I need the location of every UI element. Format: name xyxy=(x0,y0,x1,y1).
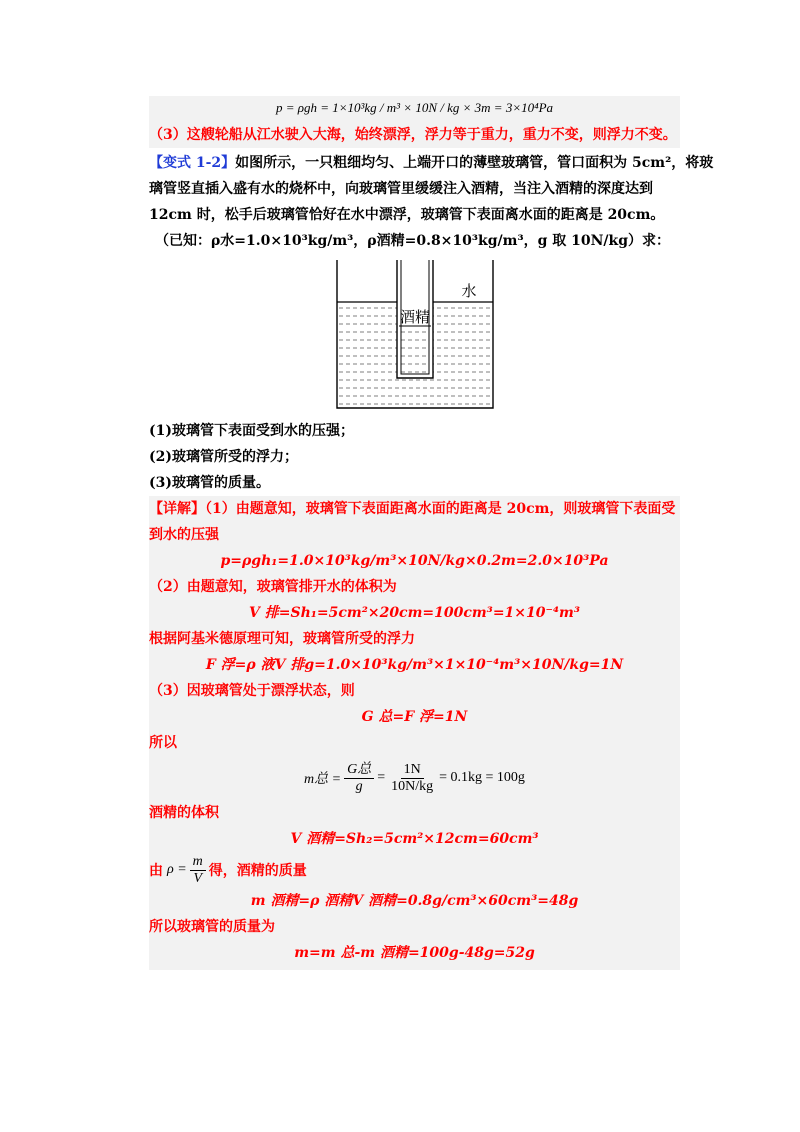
solution-text-3: 根据阿基米德原理可知，玻璃管所受的浮力 xyxy=(149,631,415,647)
solution-text-8: 所以玻璃管的质量为 xyxy=(149,919,275,935)
formula-mass-total: m总 = $\frac{\text{G总}}{g}$ = $\frac{1N}{10N/kg}$ = 0.1kg = 100g xyxy=(304,761,525,794)
solution-text-2: （2）由题意知，玻璃管排开水的体积为 xyxy=(149,579,397,595)
solution-text-1a: 【详解】（1）由题意知，玻璃管下表面距离水面的距离是 20cm，则玻璃管下表面受 xyxy=(149,501,676,517)
solution-block xyxy=(149,496,680,970)
label-alcohol: 酒精 xyxy=(399,308,430,326)
question-item: (3)玻璃管的质量。 xyxy=(149,475,270,491)
problem-line-3: 12cm 时，松手后玻璃管恰好在水中漂浮，玻璃管下表面离水面的距离是 20cm。 xyxy=(149,207,665,223)
solution-text-5: 所以 xyxy=(149,735,177,751)
formula-pressure: p=ρgh₁=1.0×10³kg/m³×10N/kg×0.2m=2.0×10³Pa xyxy=(220,553,609,569)
solution-text-1b: 到水的压强 xyxy=(149,527,219,543)
formula-tube-mass: m=m 总-m 酒精=100g-48g=52g xyxy=(294,945,535,961)
label-water: 水 xyxy=(460,282,477,300)
problem-line-1: 【变式 1-2】如图所示，一只粗细均匀、上端开口的薄壁玻璃管，管口面积为 5cm²，将玻 xyxy=(149,155,714,171)
problem-tag: 【变式 1-2】 xyxy=(149,155,236,171)
document-body xyxy=(149,96,714,970)
formula-alcohol-volume: V 酒精=Sh₂=5cm²×12cm=60cm³ xyxy=(290,831,539,847)
question-item: (1)玻璃管下表面受到水的压强； xyxy=(149,423,354,439)
formula-alcohol-mass: m 酒精=ρ 酒精V 酒精=0.8g/cm³×60cm³=48g xyxy=(250,893,579,909)
problem-line-4: （已知：ρ水=1.0×10³kg/m³，ρ酒精=0.8×10³kg/m³，g 取 10N/kg）求： xyxy=(155,233,670,249)
formula-weight: G 总=F 浮=1N xyxy=(361,709,468,725)
solution-text-4: （3）因玻璃管处于漂浮状态，则 xyxy=(149,683,355,699)
formula-buoyancy: F 浮=ρ 液V 排g=1.0×10³kg/m³×1×10⁻⁴m³×10N/kg=1N xyxy=(205,657,624,673)
formula-volume: V 排=Sh₁=5cm²×20cm=100cm³=1×10⁻⁴m³ xyxy=(249,605,580,621)
solution-text-6: 酒精的体积 xyxy=(149,805,219,821)
questions-list xyxy=(149,418,680,496)
question-item: (2)玻璃管所受的浮力； xyxy=(149,449,298,465)
problem-block xyxy=(149,150,714,254)
solution-text-7: 由 ρ = $\frac{m}{V}$ 得，酒精的质量 xyxy=(149,853,307,886)
beaker-diagram xyxy=(149,254,680,418)
previous-solution-block xyxy=(149,96,680,148)
beaker-svg xyxy=(335,260,495,410)
pressure-formula: p = ρgh = 1×10³kg / m³ × 10N / kg × 3m = 3×10⁴Pa xyxy=(275,100,554,115)
problem-line-2: 璃管竖直插入盛有水的烧杯中，向玻璃管里缓缓注入酒精，当注入酒精的深度达到 xyxy=(149,181,653,197)
part3-answer: （3）这艘轮船从江水驶入大海，始终漂浮，浮力等于重力，重力不变，则浮力不变。 xyxy=(149,127,677,143)
